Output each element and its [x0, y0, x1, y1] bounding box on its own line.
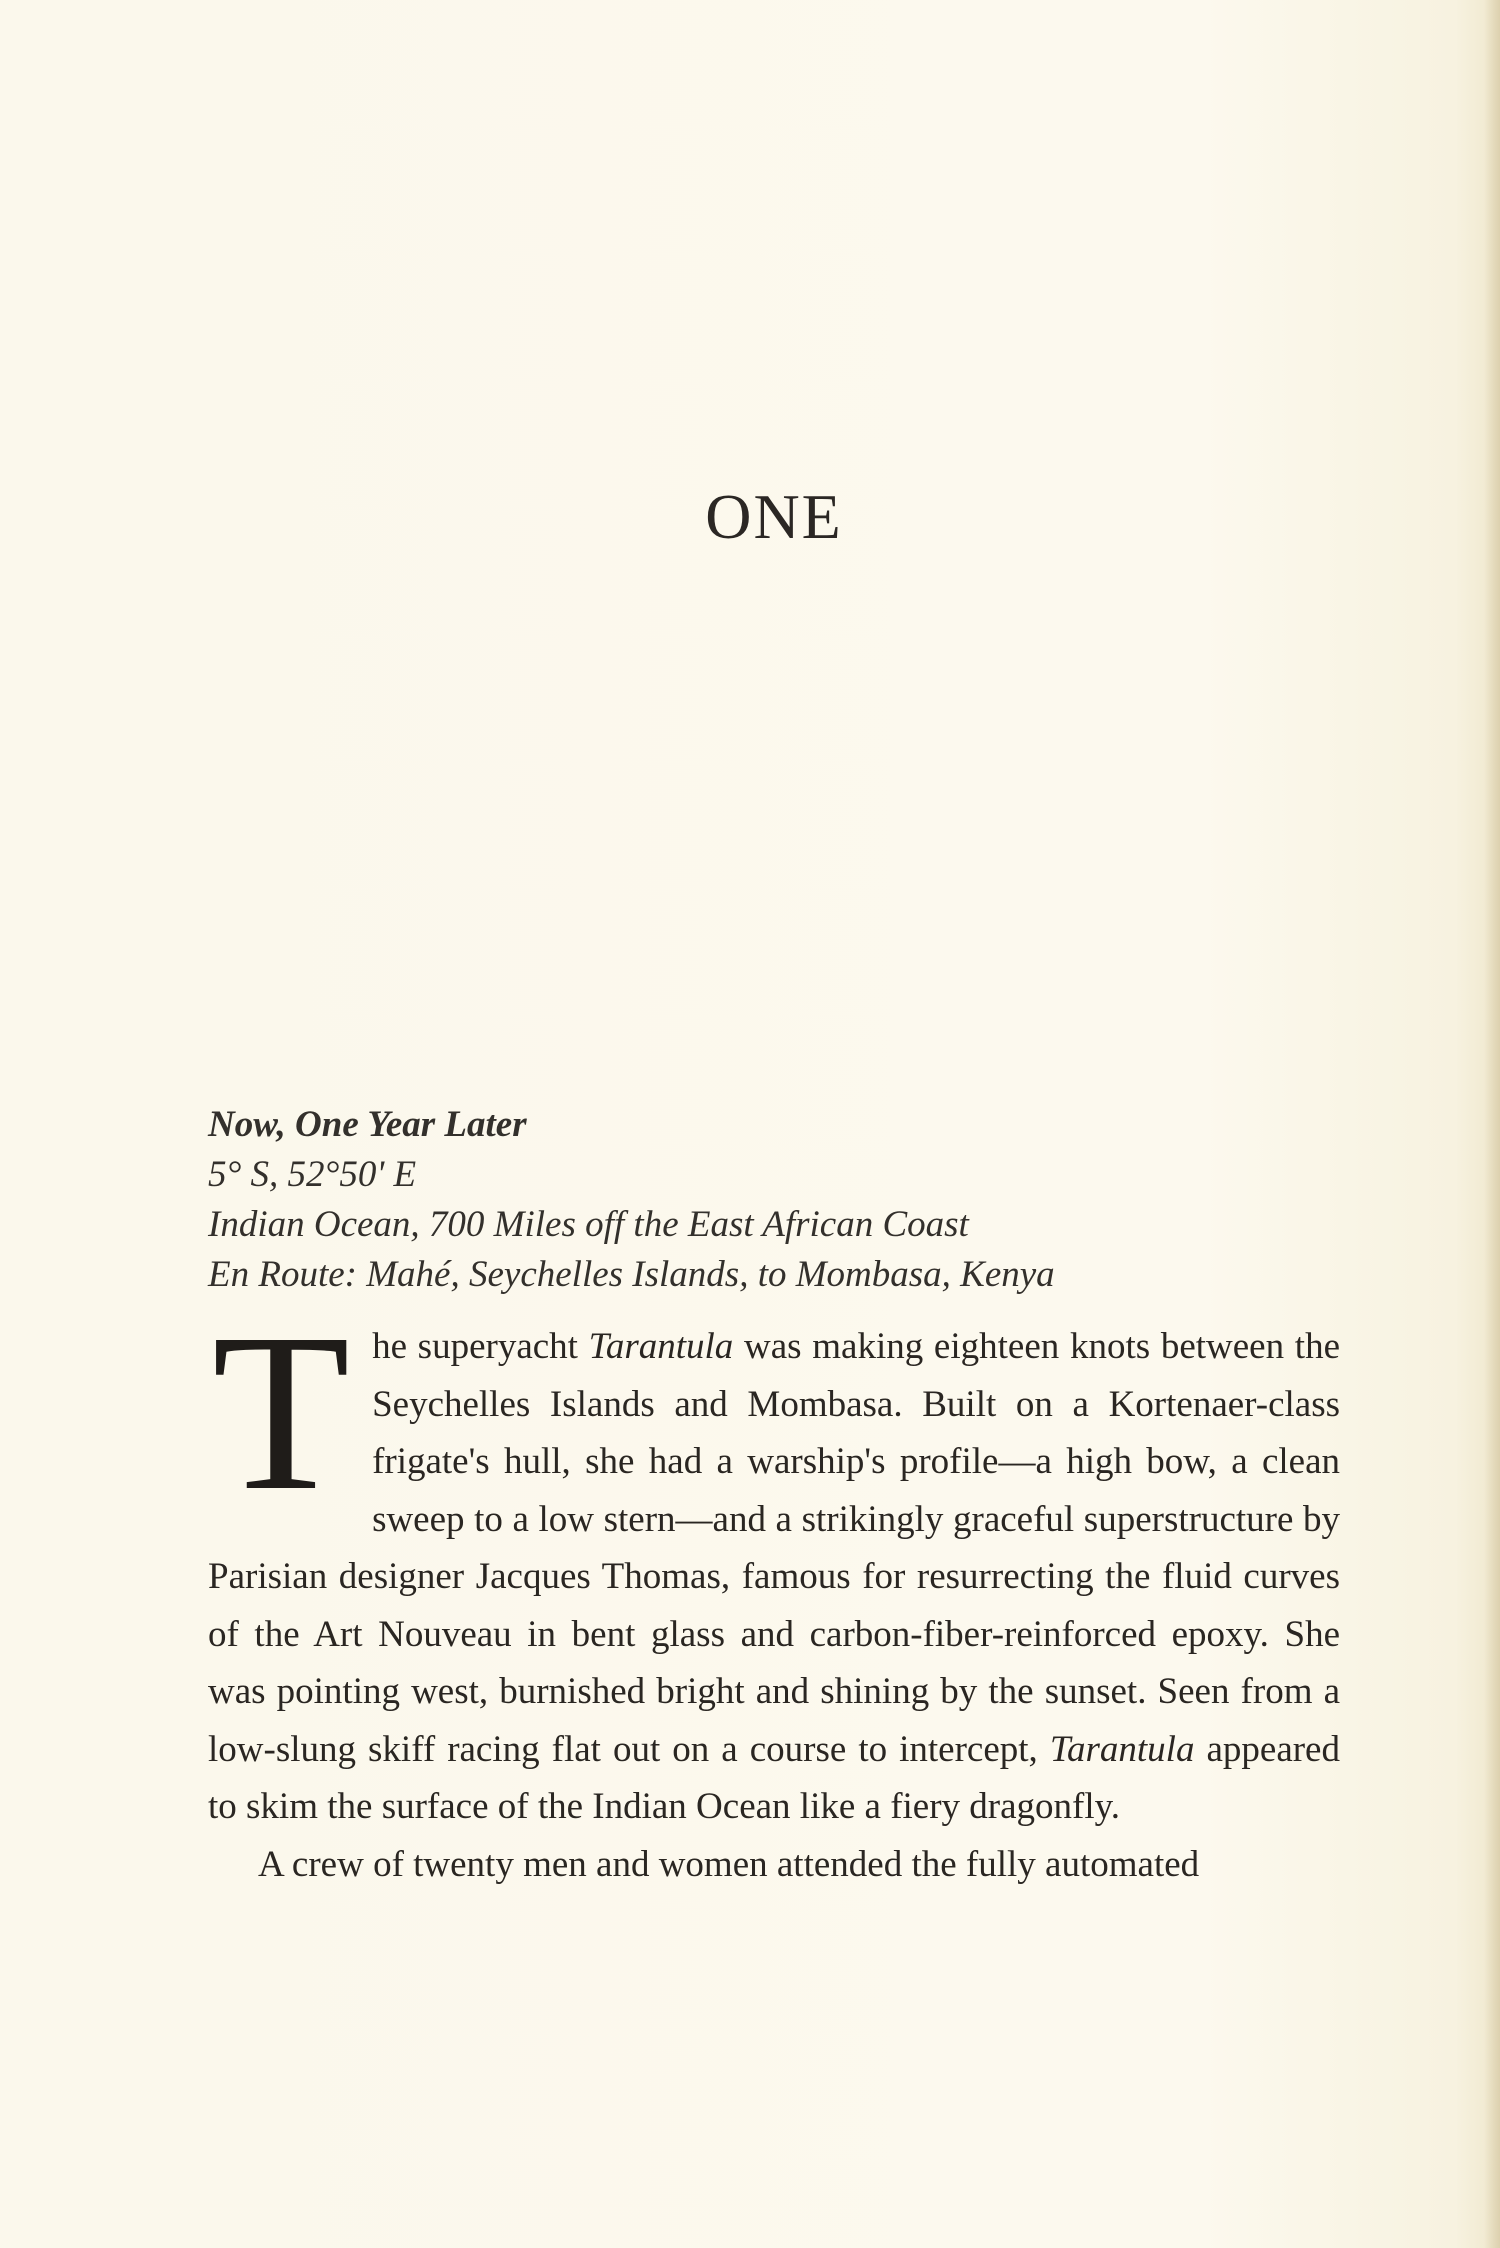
coordinates: 5° S, 52°50' E — [208, 1154, 417, 1195]
location-line: Indian Ocean, 700 Miles off the East African Coast — [208, 1204, 969, 1245]
chapter-title: ONE — [705, 481, 843, 552]
ship-name: Tarantula — [1049, 1728, 1195, 1770]
paragraph-1 — [208, 1287, 1340, 1836]
body-text — [208, 1287, 1340, 1893]
chapter-header — [208, 1100, 1358, 1300]
drop-cap: T — [212, 1287, 351, 1537]
page-edge-shadow — [1484, 0, 1500, 2248]
paragraph-2: A crew of twenty men and women attended the fully automated — [258, 1843, 1200, 1885]
route-line: En Route: Mahé, Seychelles Islands, to Mombasa, Kenya — [208, 1254, 1055, 1295]
time-line: Now, One Year Later — [208, 1104, 527, 1145]
paragraph-1-text-a: he superyacht — [372, 1326, 589, 1367]
ship-name: Tarantula — [588, 1326, 734, 1367]
paragraph-1-text-c: appeared to skim the surface of the Indian Ocean like a fiery dragonfly. — [208, 1728, 1340, 1827]
paragraph-1-text-b: was making eighteen knots between the Seychelles Islands and Mombasa. Built on a Kortenaer-class frigate's hull, she had a warship's profile—a high bow, a clean sweep to a low stern—and a strikingly graceful superstructure by Parisian designer Jacques Thomas, famous for resurrecting the fluid curves of the Art Nouveau in bent glass and carbon-fiber-reinforced epoxy. She was pointing west, burnished bright and shining by the sunset. Seen from a low-slung skiff racing flat out on a course to intercept, — [208, 1326, 1340, 1770]
